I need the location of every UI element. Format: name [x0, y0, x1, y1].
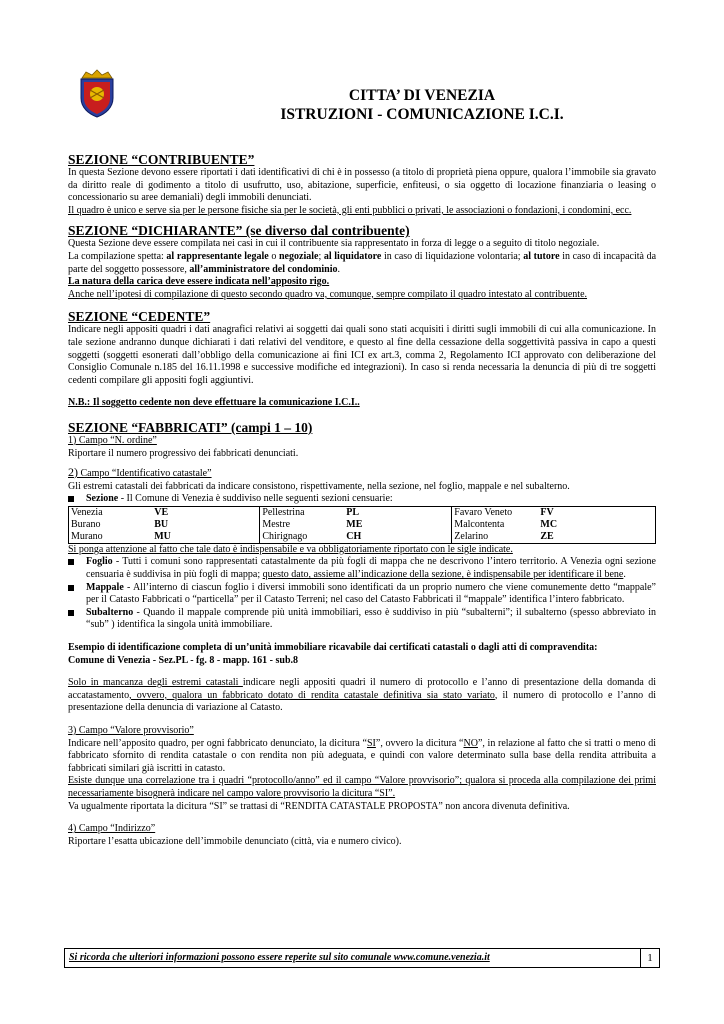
square-bullet-icon [68, 610, 74, 616]
table-row [69, 519, 656, 531]
catasto-list [68, 556, 656, 632]
text-span: . [623, 569, 626, 581]
list-item [68, 607, 656, 632]
campo-2-text: Gli estremi catastali dei fabbricati da indicare consistono, rispettivamente, nella sezione, nel foglio, mappale e nel subalterno. [68, 480, 570, 492]
text-span: negoziale [279, 250, 319, 262]
text-span: all’amministratore del condominio [189, 263, 338, 275]
sezioni-censuarie-table [68, 506, 656, 544]
esempio-line-1: Esempio di identificazione completa di un’unità immobiliare ricavabile dai certificati catastali o dagli atti di compravendita: [68, 642, 598, 654]
heading-dichiarante: SEZIONE “DICHIARANTE” (se diverso dal contribuente) [68, 223, 410, 239]
zone-name: Venezia [71, 506, 103, 518]
text-span: ; [318, 250, 324, 262]
text-span: al liquidatore [323, 250, 382, 262]
table-row [69, 506, 656, 519]
esempio-line-2: Comune di Venezia - Sez.PL - fg. 8 - mapp. 161 - sub.8 [68, 654, 299, 666]
text-span: 2) [68, 465, 78, 480]
campo-1-text: Riportare il numero progressivo dei fabbricati denunciati. [68, 447, 299, 459]
text-span: Campo “Identificativo catastale” [78, 468, 212, 480]
text-span: Solo in mancanza degli estremi catastali [68, 677, 243, 689]
text-span: ”, ovvero la dicitura “ [375, 737, 464, 749]
solo-mancanza-paragraph [68, 677, 656, 715]
square-bullet-icon [68, 559, 74, 565]
zone-code: ZE [540, 530, 554, 542]
zone-code: ME [346, 518, 363, 530]
text-span: - All’interno di ciascun foglio i diversi immobili sono identificati da un proprio numero che viene comunemente detto “mappale” per il Catasto Fabbricati o “particella” per il Catasto Terreni; nel caso del Catasto Fabbricati il “mappale” identifica l’intero fabbricato. [86, 581, 656, 606]
square-bullet-icon [68, 496, 74, 502]
dichiarante-paragraph-3: La natura della carica deve essere indicata nell’apposito rigo. [68, 276, 330, 288]
text-span: La compilazione spetta: [68, 250, 167, 262]
text-span: o [268, 250, 279, 262]
campo-1-title: 1) Campo “N. ordine” [68, 434, 157, 446]
table-row [69, 531, 656, 544]
zone-code: BU [154, 518, 169, 530]
document-title [0, 86, 724, 124]
text-span: ”, in relazione al fatto che si tratti o meno di fabbricato sfornito di rendita catastale o con rendita non più adeguata, e quindi con valore determinato sulla base della rendita attribuita a fabbricati similari già iscritti in catasto. [68, 737, 657, 774]
text-span: Sezione [86, 493, 119, 505]
text-span: al rappresentante legale [166, 250, 269, 262]
zone-name: Mestre [260, 519, 344, 531]
text-span: questo dato, assieme all’indicazione della sezione, è indispensabile per identificare il bene [262, 569, 624, 581]
text-span: Foglio [86, 556, 113, 568]
text-span: in caso di liquidazione volontaria; [381, 250, 524, 262]
text-span: in caso di incapacità da parte del soggetto possessore, [68, 250, 657, 275]
page-number: 1 [640, 949, 659, 967]
contribuente-paragraph-2: Il quadro è unico e serve sia per le persone fisiche sia per le società, gli enti pubblici o privati, le associazioni o fondazioni, i condomini, ecc. [68, 204, 632, 216]
text-span: - Il Comune di Venezia è suddiviso nelle seguenti sezioni censuarie: [118, 493, 393, 505]
attenzione-note: Si ponga attenzione al fatto che tale dato è indispensabile e va obbligatoriamente riportato con le sigle indicate. [68, 543, 513, 555]
zone-name: Pellestrina [260, 506, 344, 519]
text-span: Subalterno [86, 606, 134, 618]
footer-text: Si ricorda che ulteriori informazioni possono essere reperite sul sito comunale www.comune.venezia.it [69, 952, 490, 963]
sezione-list [68, 493, 656, 506]
document-subtitle: ISTRUZIONI - COMUNICAZIONE I.C.I. [280, 106, 564, 123]
text-span: indicare negli appositi quadri il numero di protocollo e l’anno di presentazione della domanda di accatastamento [68, 677, 657, 701]
list-item [68, 556, 656, 581]
campo-3-correlation: Esiste dunque una correlazione tra i quadri “protocollo/anno” ed il campo “Valore provvisorio”; qualora si proceda alla compilazione dei primi necessariamente bisognerà indicare nel campo valore provvisorio la dicitura “SI”. [68, 775, 656, 799]
text-span: Indicare nell’apposito quadro, per ogni fabbricato denunciato, la dicitura “ [68, 737, 367, 749]
text-span: Mappale [86, 581, 124, 593]
zone-name: Murano [71, 530, 103, 542]
zone-code: FV [540, 506, 554, 518]
campo-4-text: Riportare l’esatta ubicazione dell’immobile denunciato (città, via e numero civico). [68, 835, 402, 847]
zone-name: Burano [71, 518, 101, 530]
zone-name: Malcontenta [452, 519, 539, 531]
zone-name: Chirignago [260, 531, 344, 544]
heading-fabbricati: SEZIONE “FABBRICATI” (campi 1 – 10) [68, 419, 313, 435]
square-bullet-icon [68, 585, 74, 591]
text-span: , il numero di protocollo e l’anno di presentazione della denuncia di variazione al Catasto. [68, 689, 657, 714]
zone-code: PL [346, 506, 360, 518]
contribuente-paragraph-1: In questa Sezione devono essere riportati i dati identificativi di chi è in possesso (a titolo di proprietà piena oppure, qualora l’immobile sia gravato da diritto reale di godimento a titolo di usufrutto, uso, abitazione, superficie, enfiteusi, o sia oggetto di locazione finanziaria o leasing o concessionario su aree demaniali) degli immobili denunciati. [68, 167, 656, 204]
footer-box [64, 948, 660, 968]
document-body [68, 152, 656, 848]
zone-name: Zelarino [452, 531, 539, 544]
list-item [68, 493, 656, 506]
text-span: - Tutti i comuni sono rappresentati catastalmente da più fogli di mappa che ne descrivono l’intero territorio. A Venezia ogni sezione censuaria è suddivisa in più fogli di mappa; [86, 556, 656, 581]
text-span: , ovvero, qualora un fabbricato dotato di rendita catastale definitiva sia stato variato [129, 689, 495, 701]
text-span: SI [366, 737, 376, 749]
campo-2-title [68, 466, 656, 481]
campo-3-last: Va ugualmente riportata la dicitura “SI” se trattasi di “RENDITA CATASTALE PROPOSTA” non ancora divenuta definitiva. [68, 800, 570, 812]
text-span: NO [463, 737, 478, 749]
dichiarante-paragraph-4: Anche nell’ipotesi di compilazione di questo secondo quadro va, comunque, sempre compilato il quadro intestato al contribuente. [68, 288, 588, 300]
zone-code: MC [540, 518, 558, 530]
text-span: - Quando il mappale comprende più unità immobiliari, esso è suddiviso in più “subalterni”; il subalterno (spesso abbreviato in “sub” ) identifica la singola unità immobiliare. [86, 606, 656, 631]
zone-code: MU [154, 530, 171, 542]
text-span: al tutore [523, 250, 560, 262]
list-item [68, 582, 656, 607]
heading-contribuente: SEZIONE “CONTRIBUENTE” [68, 152, 255, 167]
text-span: . [337, 263, 341, 275]
campo-3-title: 3) Campo “Valore provvisorio” [68, 725, 194, 736]
campo-3-text [68, 738, 656, 776]
zone-name: Favaro Veneto [452, 506, 539, 519]
dichiarante-paragraph-1: Questa Sezione deve essere compilata nei casi in cui il contribuente sia rappresentato in forza di legge o a seguito di titolo negoziale. [68, 238, 600, 250]
cedente-paragraph: Indicare negli appositi quadri i dati anagrafici relativi ai soggetti dai quali sono stati acquisiti i diritti sugli immobili di cui alla comunicazione. In tale sezione andranno dunque dichiarati i dati relativi del venditore, e questo al fine della cessazione della soggettività passiva in capo a questi soggetti (soggetti esonerati dall’obbligo della comunicazione ai fini ICI ex art.3, comma 2, Regolamento ICI approvato con deliberazione del Consiglio Comunale n.185 del 16.11.1998 e successive modifiche ed integrazioni). In caso si renda necessaria la denuncia di più di tre soggetti cedenti compilare gli appositi fogli aggiuntivi. [68, 324, 656, 386]
cedente-nb: N.B.: Il soggetto cedente non deve effettuare la comunicazione I.C.I.. [68, 397, 360, 409]
dichiarante-paragraph-2 [68, 251, 656, 276]
city-title: CITTA’ DI VENEZIA [348, 87, 496, 104]
campo-4-title: 4) Campo “Indirizzo” [68, 823, 156, 835]
heading-cedente: SEZIONE “CEDENTE” [68, 309, 211, 325]
zone-code: VE [154, 506, 169, 518]
zone-code: CH [346, 530, 362, 542]
